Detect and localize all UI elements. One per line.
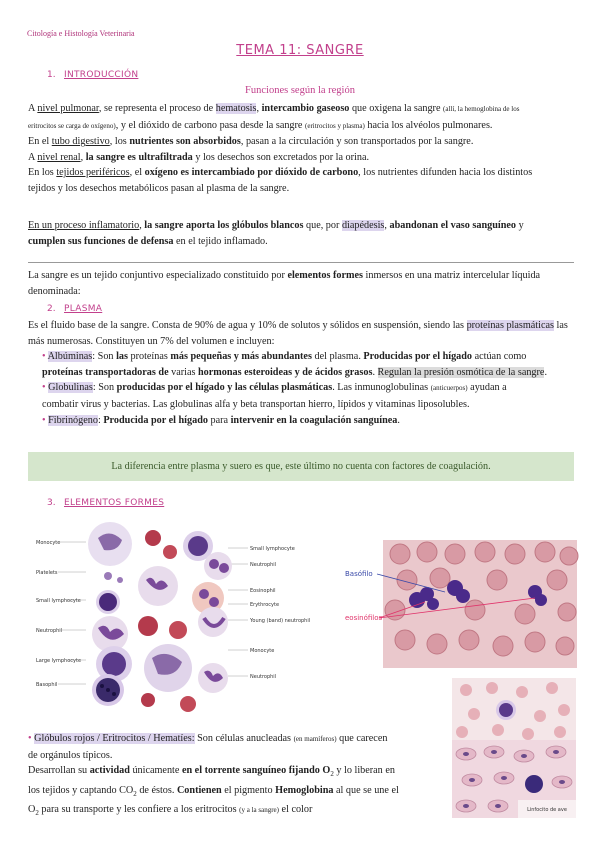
basophil-micrograph	[345, 540, 577, 668]
label-small-lymphocyte-r: Small lymphocyte	[250, 546, 295, 552]
subtitle: Funciones según la región	[245, 85, 355, 96]
label-monocyte: Monocyte	[36, 540, 61, 546]
label-basofilo: Basófilo	[345, 570, 373, 578]
avian-lymphocyte-micrograph	[452, 740, 576, 818]
list-item-fibrinogeno: • Fibrinógeno: Producida por el hígado para intervenir en la coagulación sanguínea.	[42, 414, 400, 426]
label-eosinofilos: eosinófilos	[345, 614, 383, 622]
label-band-neutrophil: Young (band) neutrophil	[250, 618, 311, 624]
label-monocyte-r: Monocyte	[250, 648, 275, 654]
label-linfocito-ave: Linfocito de ave	[527, 807, 567, 813]
plasma-paragraph: Es el fluido base de la sangre. Consta de 90% de agua y 10% de solutos y sólidos en suspensión, siendo las proteínas plasmáticas las más numerosas. Constituyen un 7% del volumen e incluyen: • Albúminas: Son las proteínas más pequeñas y más abundantes del plasma. Producidas por el hígado actúan como proteínas transportadoras de varias hormonas esteroideas y de ácidos grasos. Regulan la presión osmótica de la sangre. • Globulinas: Son producidas por el hígado y las células plasmáticas. Las inmunoglobulinas (anticuerpos) ayudan a combatir virus y bacterias. Las globulinas alfa y beta transportan hierro, lípidos y vitaminas liposolubles. • Fibrinógeno: Producida por el hígado para intervenir en la coagulación sanguínea.	[28, 318, 576, 428]
label-platelets: Platelets	[36, 570, 58, 576]
label-basophil: Basophil	[36, 682, 58, 688]
erythrocyte-micrograph	[452, 678, 576, 740]
label-small-lymphocyte: Small lymphocyte	[36, 598, 81, 604]
label-neutrophil-r: Neutrophil	[250, 562, 277, 568]
inflammation-paragraph: En un proceso inflamatorio, la sangre aporta los glóbulos blancos que, por diapédesis, abandonan el vaso sanguíneo y cumplen sus funciones de defensa en el tejido inflamado.	[28, 220, 524, 247]
section-intro-heading: 1. INTRODUCCIÓN	[47, 70, 139, 80]
label-neutrophil-r2: Neutrophil	[250, 674, 277, 680]
blood-cells-diagram	[28, 518, 311, 720]
list-item-globulinas: • Globulinas: Son producidas por el hígado y las células plasmáticas. Las inmunoglobulinas (anticuerpos) ayudan a	[42, 382, 507, 394]
document-header: Citología e Histología Veterinaria	[27, 29, 135, 38]
divider	[28, 262, 574, 263]
intro-paragraph: A nivel pulmonar, se representa el proceso de hematosis, intercambio gaseoso que oxigena la sangre (allí, la hemoglobina de los eritrocitos se carga de oxígeno), y el dióxido de carbono pasa desde la sangre (eritrocitos y plasma) hacia los alvéolos pulmonares. En el tubo digestivo, los nutrientes son absorbidos, pasan a la circulación y son transportados por la sangre. A nivel renal, la sangre es ultrafiltrada y los desechos son excretados por la orina. En los tejidos periféricos, el oxígeno es intercambiado por dióxido de carbono, los nutrientes difunden hacia los distintos tejidos y los desechos metabólicos pasan al plasma de la sangre.	[28, 103, 533, 194]
label-eosinophil: Eosinophil	[250, 588, 276, 594]
label-large-lymphocyte: Large lymphocyte	[36, 658, 82, 664]
list-item-albuminas: • Albúminas: Son las proteínas más pequeñas y más abundantes del plasma. Producidas por el hígado actúan como	[42, 351, 527, 363]
tissue-paragraph: La sangre es un tejido conjuntivo especializado constituido por elementos formes inmersos en una matriz intercelular líquida denominada:	[28, 270, 541, 297]
section-formed-elements-heading: 3. ELEMENTOS FORMES	[47, 498, 165, 508]
note-box: La diferencia entre plasma y suero es que, este último no cuenta con factores de coagulación.	[28, 452, 574, 481]
section-plasma-heading: 2. PLASMA	[47, 304, 103, 314]
label-neutrophil: Neutrophil	[36, 628, 63, 634]
label-erythrocyte: Erythrocyte	[250, 602, 280, 608]
erythrocyte-paragraph: • Glóbulos rojos / Eritrocitos / Hematíes: Son células anucleadas (en mamíferos) que carecen de orgánulos típicos. Desarrollan su actividad únicamente en el torrente sanguíneo fijando $O_2$ y lo liberan en los tejidos y captando $CO_2$ de éstos. Contienen el pigmento Hemoglobina al que se une el $O_2$ para su transporte y les confiere a los eritrocitos (y a la sangre) el color	[28, 733, 399, 818]
page-title: TEMA 11: SANGRE	[236, 43, 364, 58]
